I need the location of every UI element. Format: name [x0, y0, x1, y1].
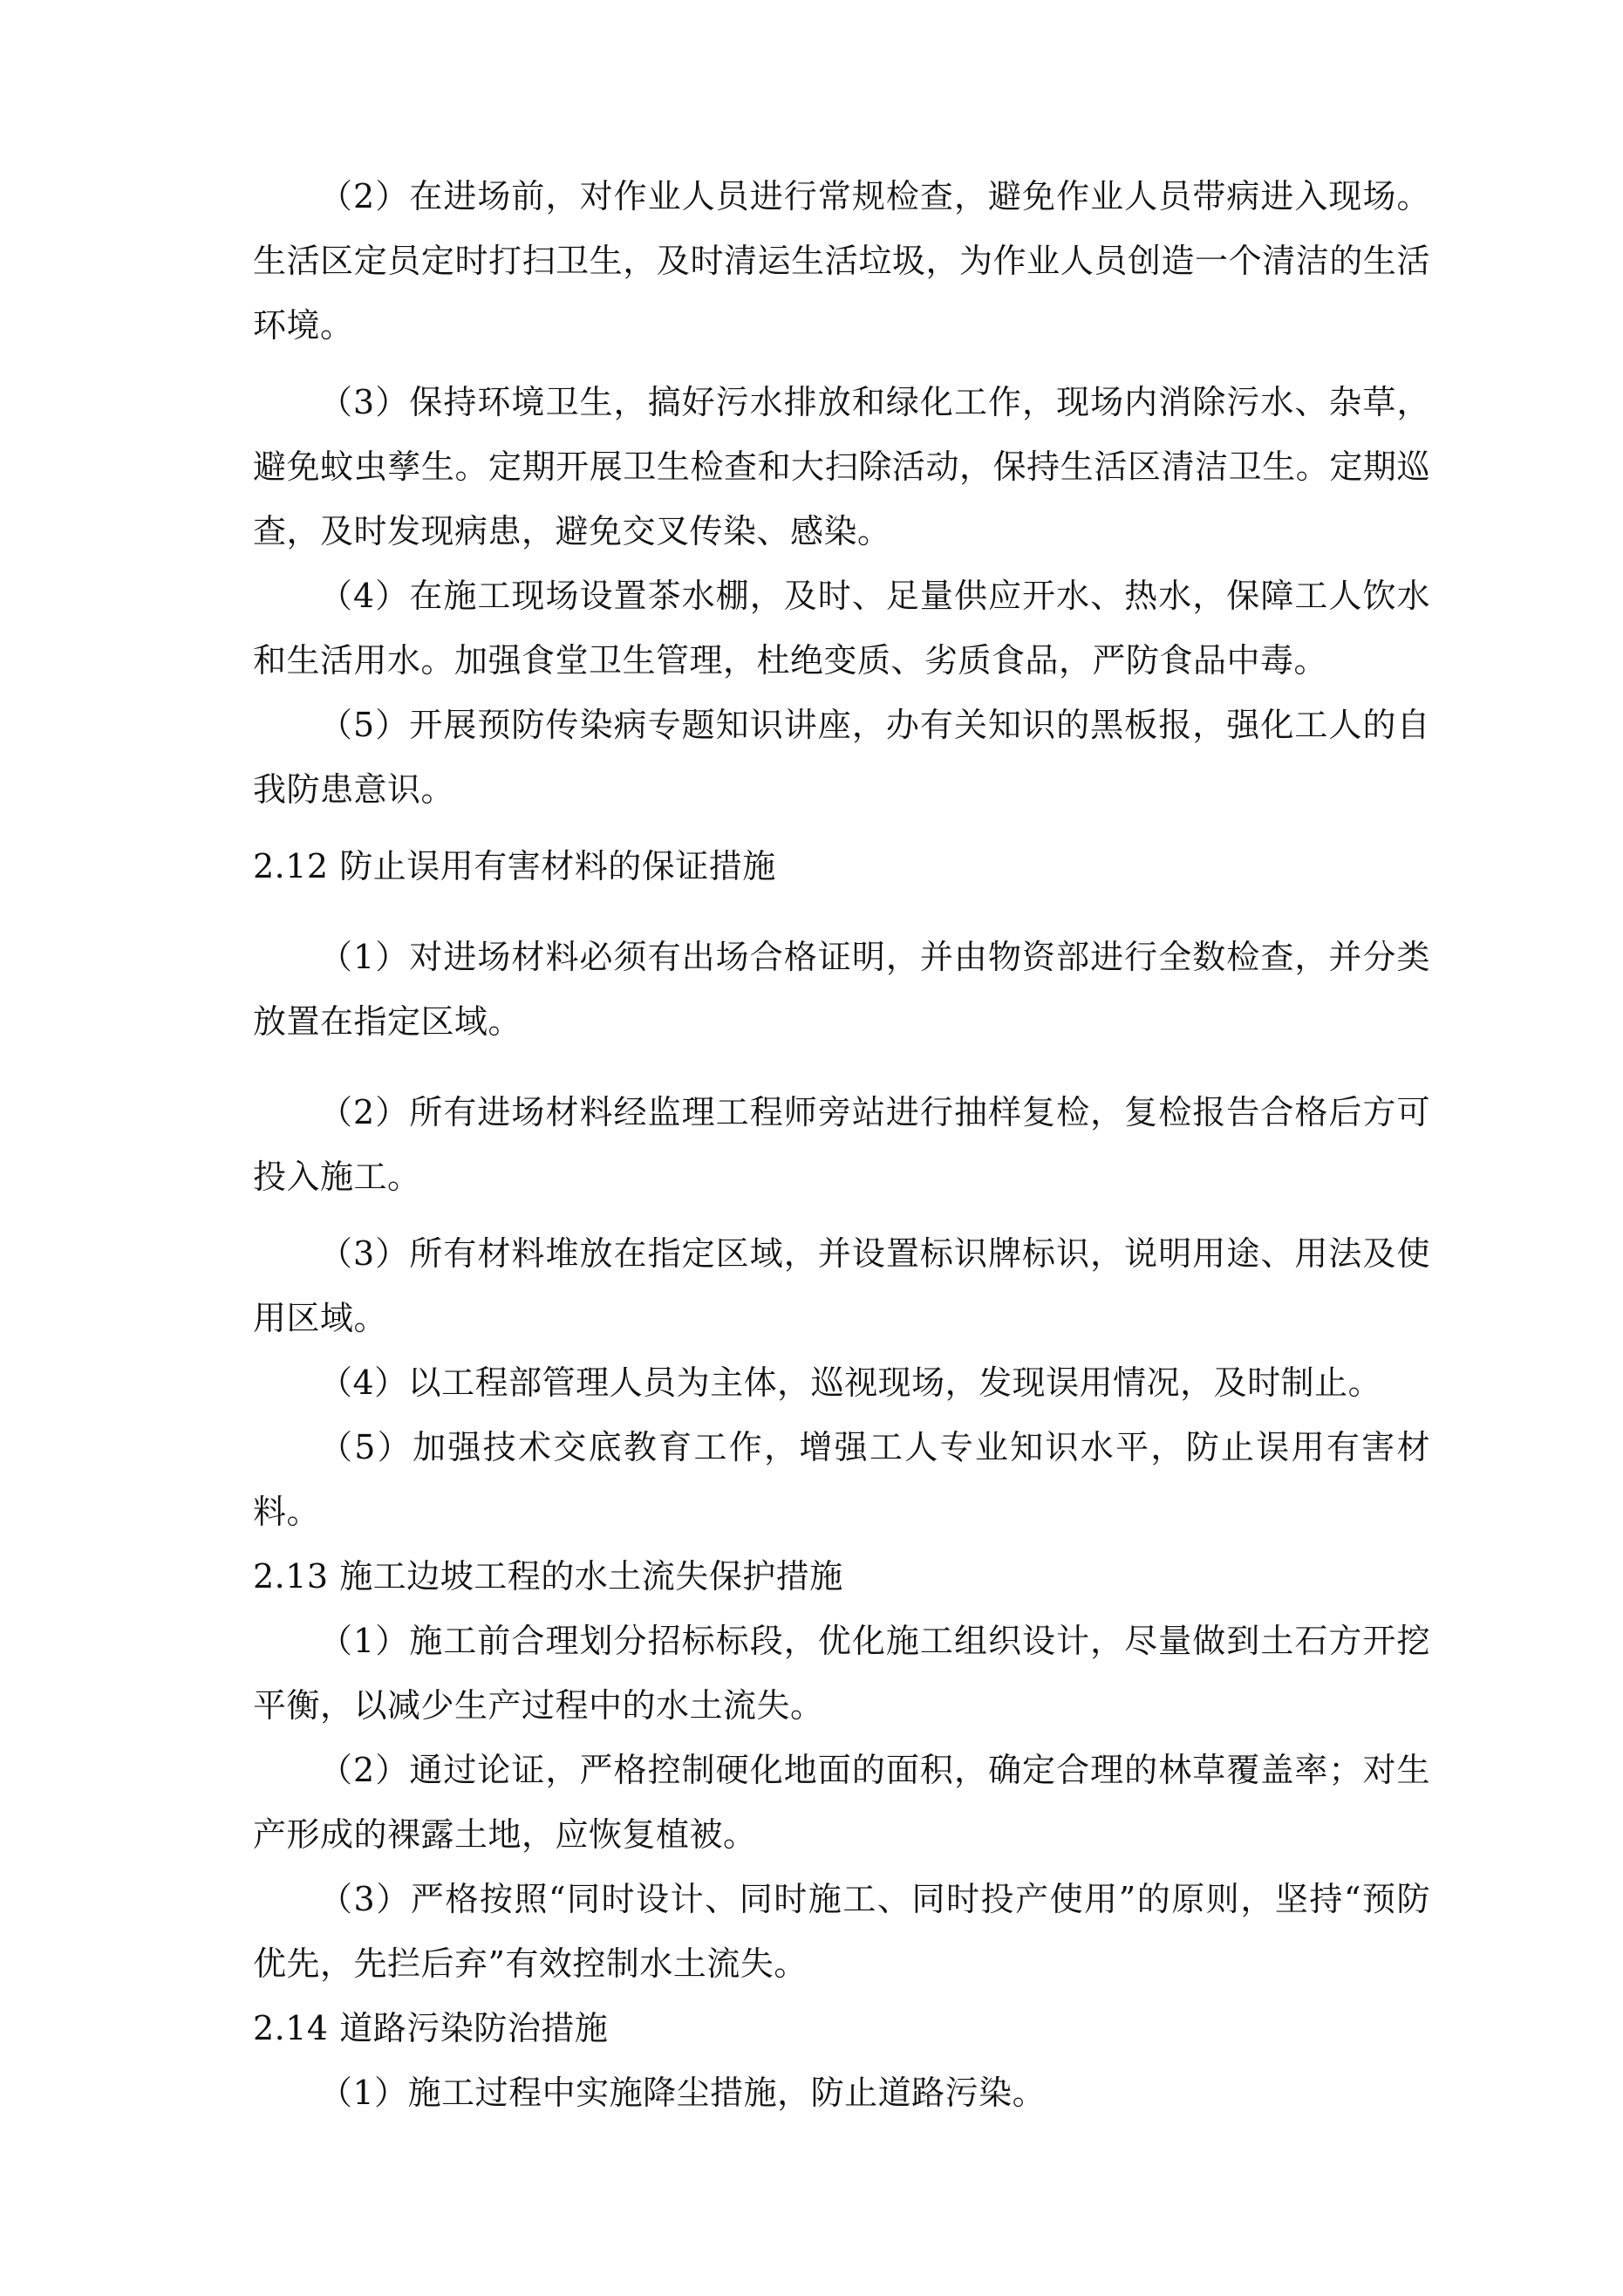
paragraph-2-12-item-3: （3）所有材料堆放在指定区域，并设置标识牌标识，说明用途、用法及使用区域。: [253, 1234, 1430, 1337]
document-body: [253, 164, 1430, 2125]
paragraph-2-12-item-2: （2）所有进场材料经监理工程师旁站进行抽样复检，复检报告合格后方可投入施工。: [253, 1093, 1430, 1196]
paragraph-2-11-item-5: （5）开展预防传染病专题知识讲座，办有关知识的黑板报，强化工人的自我防患意识。: [253, 706, 1430, 809]
paragraph-2-12-item-1: （1）对进场材料必须有出场合格证明，并由物资部进行全数检查，并分类放置在指定区域。: [253, 938, 1430, 1041]
paragraph-2-13-item-2: （2）通过论证，严格控制硬化地面的面积，确定合理的林草覆盖率；对生产形成的裸露土地，应恢复植被。: [253, 1751, 1430, 1854]
paragraph-2-13-item-1: （1）施工前合理划分招标标段，优化施工组织设计，尽量做到土石方开挖平衡，以减少生产过程中的水土流失。: [253, 1622, 1430, 1725]
paragraph-2-13-item-3: （3）严格按照“同时设计、同时施工、同时投产使用”的原则，坚持“预防优先，先拦后弃”有效控制水土流失。: [253, 1880, 1430, 1983]
paragraph-2-11-item-2: （2）在进场前，对作业人员进行常规检查，避免作业人员带病进入现场。生活区定员定时打扫卫生，及时清运生活垃圾，为作业人员创造一个清洁的生活环境。: [253, 177, 1430, 345]
section-heading-2-12: 2.12 防止误用有害材料的保证措施: [253, 847, 776, 885]
paragraph-2-11-item-3: （3）保持环境卫生，搞好污水排放和绿化工作，现场内消除污水、杂草，避免蚊虫孳生。定期开展卫生检查和大扫除活动，保持生活区清洁卫生。定期巡查，及时发现病患，避免交叉传染、感染。: [253, 383, 1430, 550]
paragraph-2-14-item-1: （1）施工过程中实施降尘措施，防止道路污染。: [319, 2074, 1047, 2112]
paragraph-2-12-item-5: （5）加强技术交底教育工作，增强工人专业知识水平，防止误用有害材料。: [253, 1428, 1430, 1531]
paragraph-2-11-item-4: （4）在施工现场设置茶水棚，及时、足量供应开水、热水，保障工人饮水和生活用水。加强食堂卫生管理，杜绝变质、劣质食品，严防食品中毒。: [253, 577, 1430, 680]
section-heading-2-14: 2.14 道路污染防治措施: [253, 2009, 609, 2047]
section-heading-2-13: 2.13 施工边坡工程的水土流失保护措施: [253, 1557, 843, 1596]
paragraph-2-12-item-4: （4）以工程部管理人员为主体，巡视现场，发现误用情况，及时制止。: [319, 1363, 1382, 1402]
